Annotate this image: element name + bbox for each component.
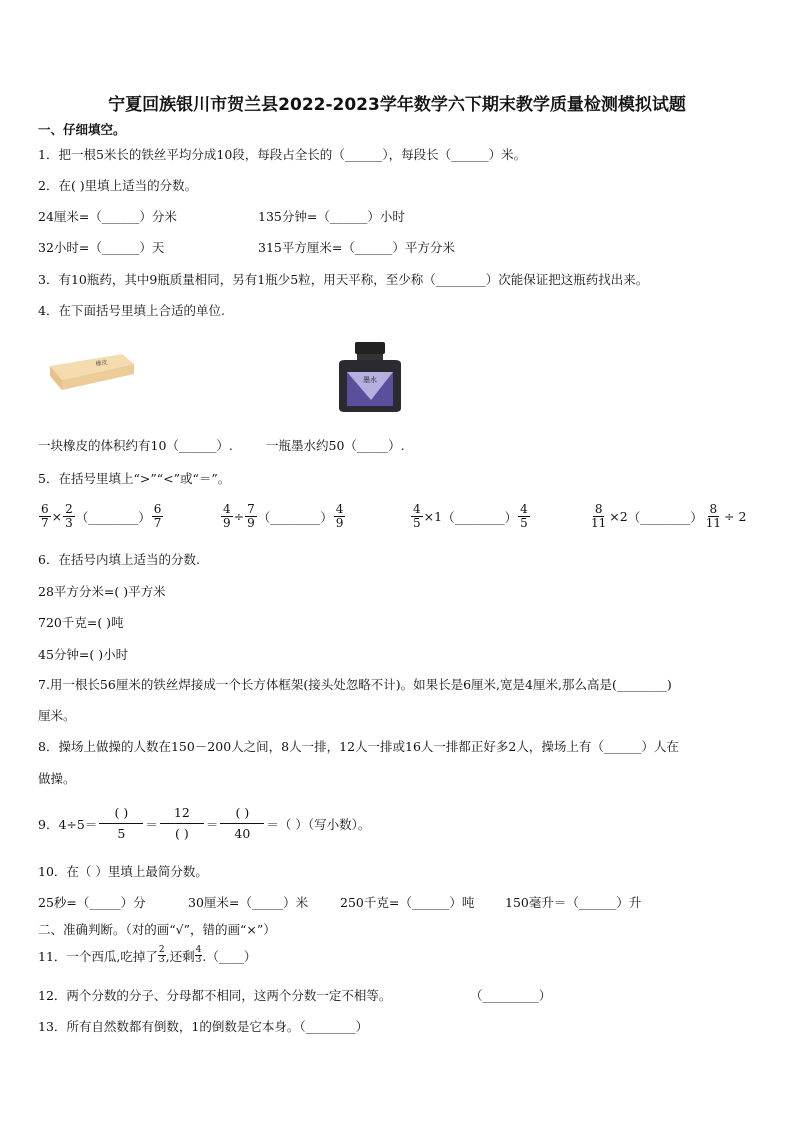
q9-suffix: ＝（ ）（写小数）。 bbox=[266, 816, 371, 832]
question-10c: 250千克=（______）吨 bbox=[340, 895, 475, 910]
answer-blank[interactable]: （________） bbox=[257, 509, 333, 525]
question-7: 7.用一根长56厘米的铁丝焊接成一个长方体框架(接头处忽略不计)。如果长是6厘米,宽是4厘米,那么高是(________) bbox=[38, 677, 672, 692]
fraction: $\frac{4}{5}$ bbox=[520, 502, 528, 530]
operator: ×2 bbox=[609, 509, 628, 524]
fraction: $\frac{4}{9}$ bbox=[223, 502, 231, 530]
answer-blank[interactable]: （________） bbox=[442, 509, 518, 525]
question-6: 6．在括号内填上适当的分数. bbox=[38, 552, 200, 567]
ink-label: 墨水 bbox=[363, 376, 377, 384]
q11-text: 11．一个西瓜,吃掉了 bbox=[38, 948, 158, 964]
operator: ÷ bbox=[233, 509, 245, 524]
question-6b: 720千克=( )吨 bbox=[38, 615, 124, 630]
section-1-heading: 一、仔细填空。 bbox=[38, 122, 126, 137]
question-12-blank[interactable]: （_________） bbox=[470, 988, 552, 1003]
compare-a bbox=[38, 503, 164, 530]
operator: × bbox=[51, 509, 63, 524]
question-6a: 28平方分米=( )平方米 bbox=[38, 584, 166, 599]
answer-blank[interactable]: （________） bbox=[627, 509, 703, 525]
question-4a: 一块橡皮的体积约有10（______）. bbox=[38, 438, 233, 453]
answer-blank[interactable]: （________） bbox=[75, 509, 151, 525]
question-8: 8．操场上做操的人数在150－200人之间，8人一排，12人一排或16人一排都正好多2人，操场上有（______）人在 bbox=[38, 739, 679, 754]
fraction: $\frac{4}{9}$ bbox=[335, 502, 344, 530]
compare-d bbox=[588, 503, 746, 530]
fraction: $\frac{6}{7}$ bbox=[41, 502, 49, 530]
fraction: $\frac{7}{9}$ bbox=[247, 502, 255, 530]
question-6c: 45分钟=( )小时 bbox=[38, 647, 129, 662]
question-2b: 135分钟=（______）小时 bbox=[258, 209, 405, 224]
question-13: 13．所有自然数都有倒数，1的倒数是它本身。（________） bbox=[38, 1019, 369, 1034]
question-4b: 一瓶墨水约50（_____）. bbox=[266, 438, 405, 453]
question-5: 5．在括号里填上“>”“<”或“＝”。 bbox=[38, 471, 231, 486]
ink-bottle-image bbox=[333, 340, 407, 414]
fraction: 12 ( ) bbox=[160, 803, 204, 844]
question-2d: 315平方厘米=（______）平方分米 bbox=[258, 240, 455, 255]
section-2-heading: 二、准确判断。（对的画“√”，错的画“×”） bbox=[38, 922, 276, 937]
fraction: 2 3 bbox=[158, 945, 165, 965]
page-title: 宁夏回族银川市贺兰县2022-2023学年数学六下期末教学质量检测模拟试题 bbox=[108, 95, 686, 115]
question-9 bbox=[38, 803, 370, 844]
q11-text: ,还剩 bbox=[165, 948, 195, 964]
fraction: $\frac{8}{11}$ bbox=[591, 502, 607, 530]
question-2c: 32小时=（______）天 bbox=[38, 240, 165, 255]
operator: ÷ 2 bbox=[724, 509, 747, 524]
compare-c bbox=[410, 503, 531, 530]
operator: ×1 bbox=[423, 509, 443, 524]
equals: ＝ bbox=[145, 816, 158, 832]
question-4: 4．在下面括号里填上合适的单位. bbox=[38, 303, 225, 318]
question-11 bbox=[38, 946, 256, 965]
eraser-image bbox=[44, 350, 136, 394]
question-7-cont: 厘米。 bbox=[38, 708, 76, 723]
eraser-label: 橡皮 bbox=[95, 358, 109, 368]
fraction: ( ) 5 bbox=[99, 803, 143, 844]
question-2: 2．在( )里填上适当的分数。 bbox=[38, 178, 198, 193]
fraction: $\frac{8}{11}$ bbox=[705, 502, 722, 530]
fraction: 4 3 bbox=[195, 945, 202, 965]
question-3: 3．有10瓶药，其中9瓶质量相同，另有1瓶少5粒，用天平称，至少称（________）次能保证把这瓶药找出来。 bbox=[38, 272, 649, 287]
fraction: $\frac{2}{3}$ bbox=[65, 502, 73, 530]
question-10d: 150毫升＝（______）升 bbox=[505, 895, 642, 910]
q11-text: .（____） bbox=[202, 948, 257, 964]
fraction: ( ) 40 bbox=[220, 803, 264, 844]
fraction: $\frac{6}{7}$ bbox=[153, 502, 162, 530]
fraction: $\frac{4}{5}$ bbox=[413, 502, 421, 530]
equals: ＝ bbox=[205, 816, 219, 832]
compare-b bbox=[220, 503, 346, 530]
question-8-cont: 做操。 bbox=[38, 771, 76, 786]
question-1: 1．把一根5米长的铁丝平均分成10段，每段占全长的（______），每段长（______）米。 bbox=[38, 147, 527, 162]
q9-prefix: 9．4÷5＝ bbox=[38, 816, 98, 832]
question-10: 10．在（ ）里填上最简分数。 bbox=[38, 864, 208, 879]
question-12: 12．两个分数的分子、分母都不相同，这两个分数一定不相等。 bbox=[38, 988, 392, 1003]
question-10a: 25秒=（_____）分 bbox=[38, 895, 146, 910]
question-10b: 30厘米=（_____）米 bbox=[188, 895, 309, 910]
question-2a: 24厘米=（______）分米 bbox=[38, 209, 177, 224]
